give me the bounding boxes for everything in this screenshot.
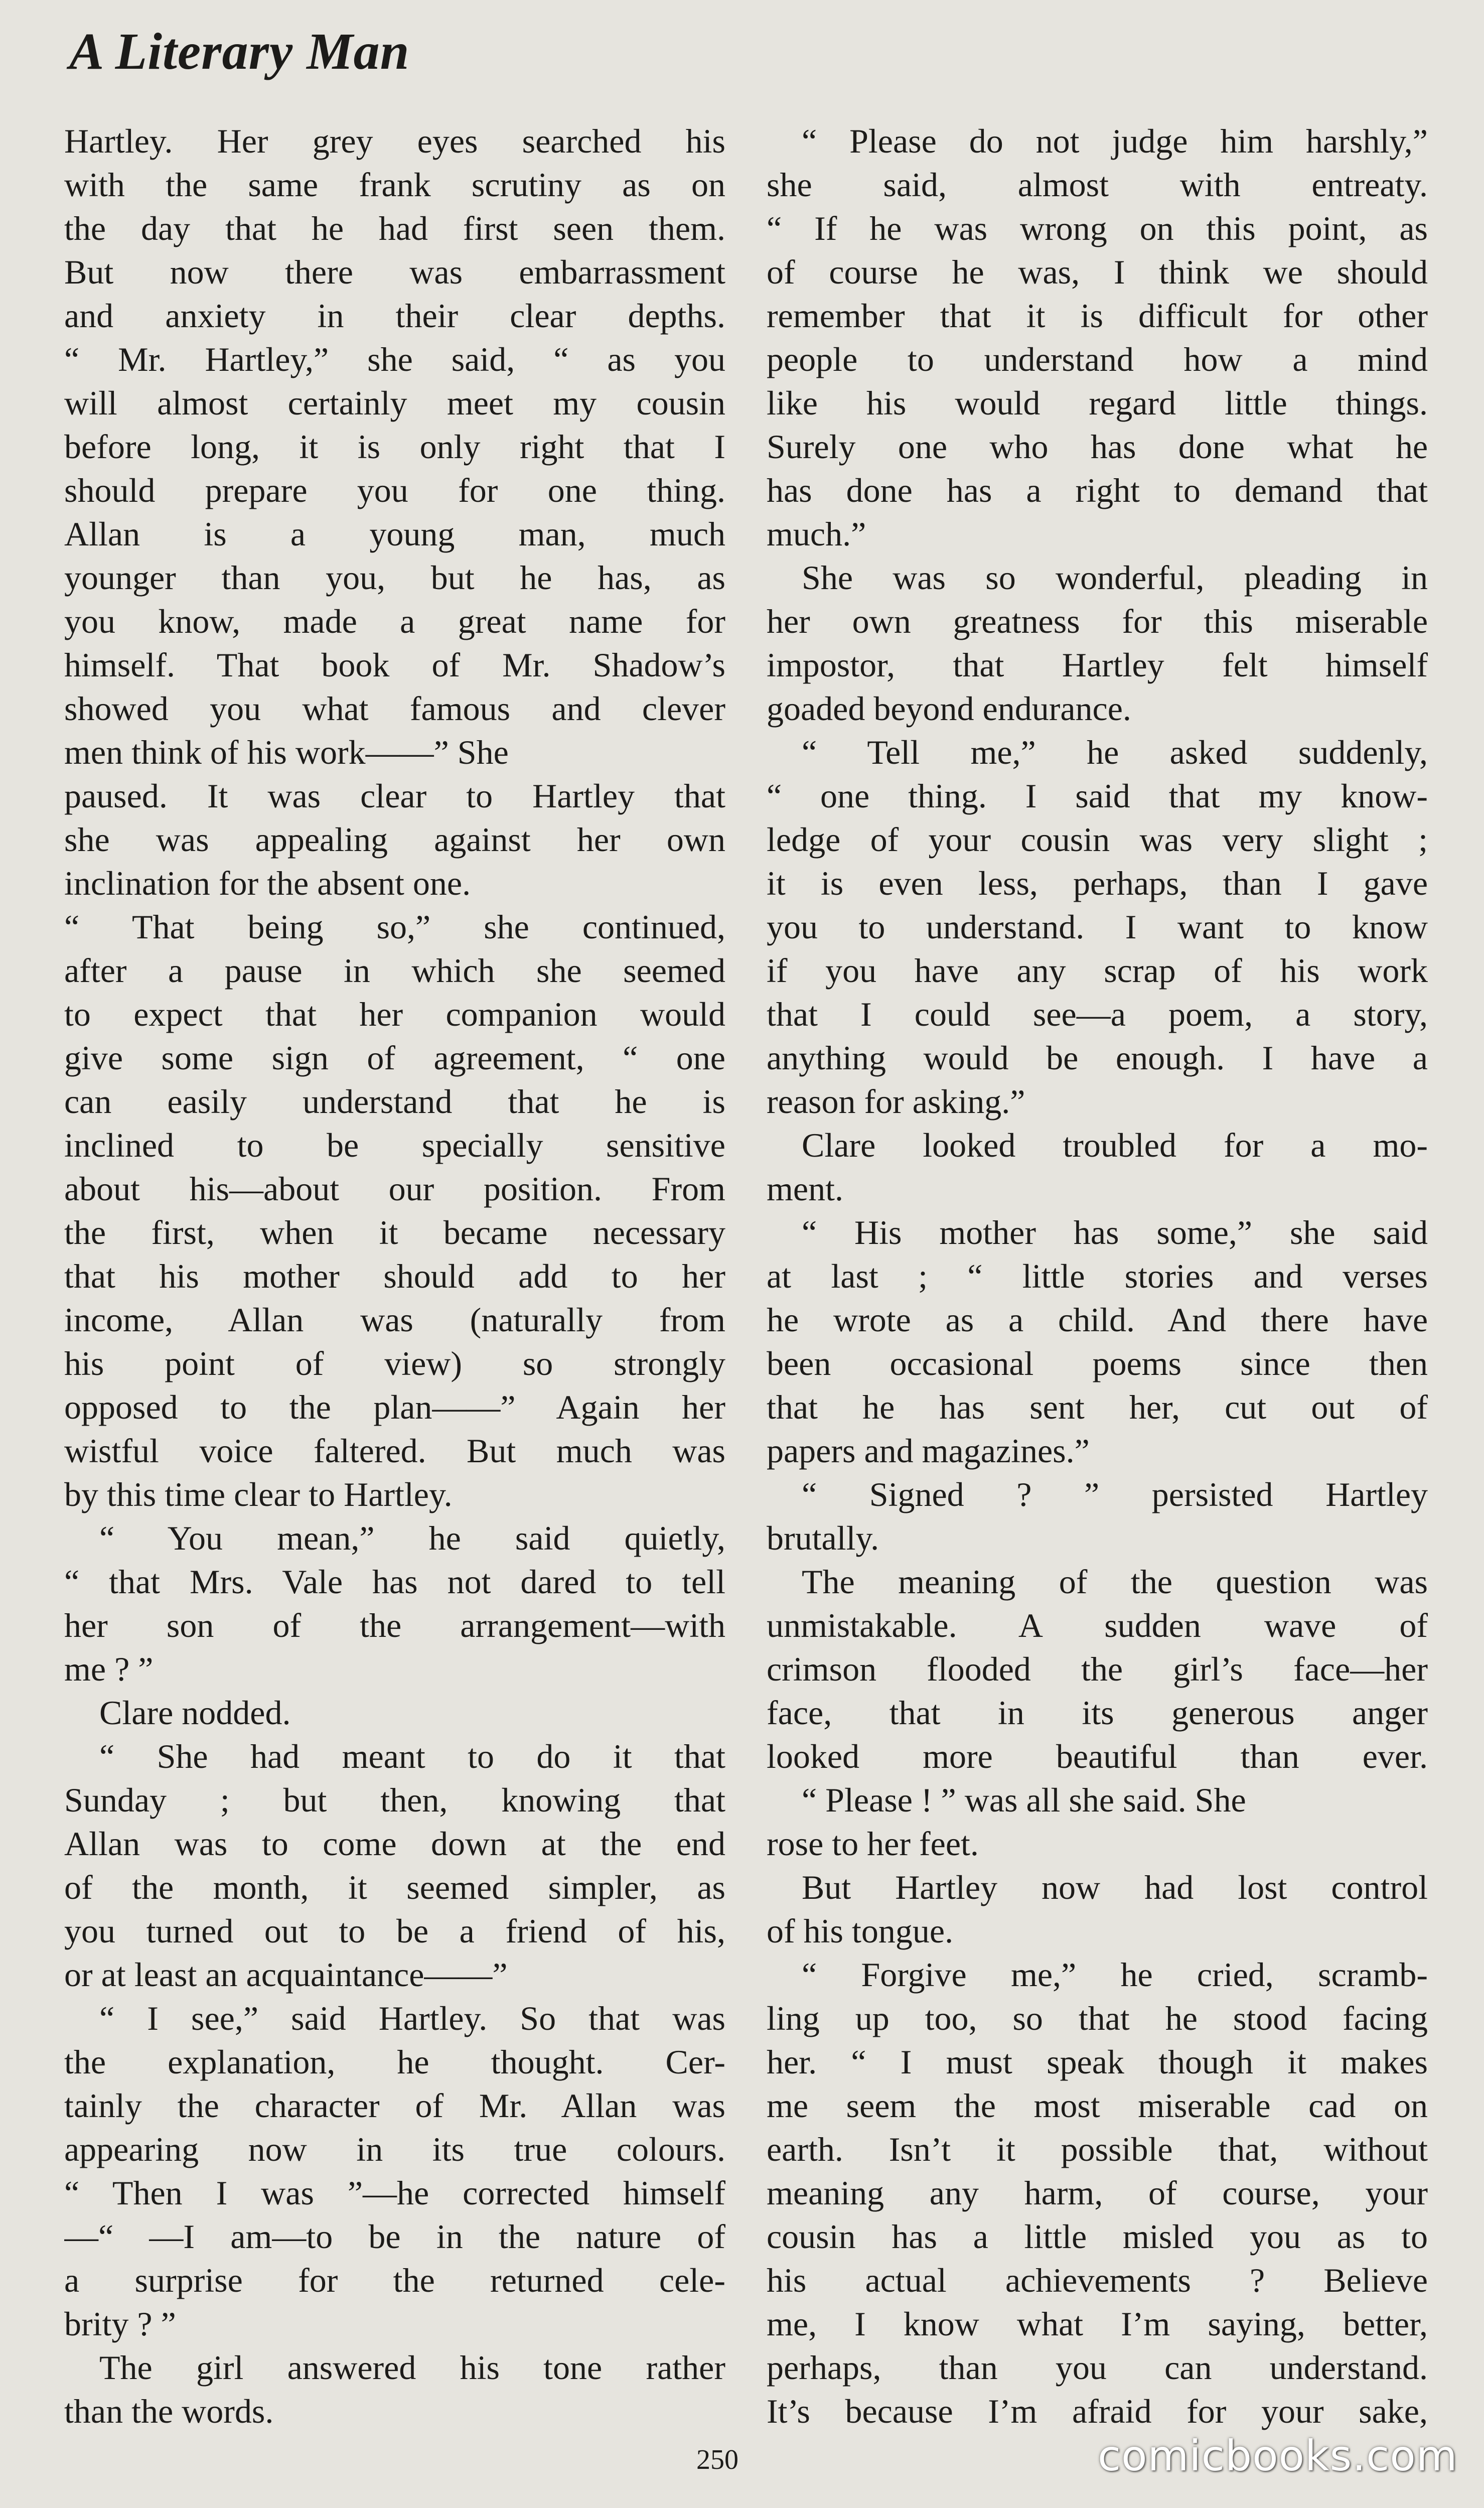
text-line: looked more beautiful than ever.	[767, 1737, 1428, 1775]
text-line: he wrote as a child. And there have	[767, 1301, 1428, 1339]
text-line: But Hartley now had lost control	[802, 1868, 1428, 1906]
text-line: that I could see—a poem, a story,	[767, 995, 1428, 1033]
text-line: The meaning of the question was	[802, 1563, 1428, 1601]
text-line: has done has a right to demand that	[767, 471, 1428, 509]
text-line: if you have any scrap of his work	[767, 951, 1428, 990]
text-line: She was so wonderful, pleading in	[802, 559, 1428, 597]
text-line: will almost certainly meet my cousin	[64, 384, 725, 422]
text-line: “ Please ! ” was all she said. She	[802, 1781, 1246, 1819]
text-line: brutally.	[767, 1519, 879, 1557]
text-line: at last ; “ little stories and verses	[767, 1257, 1428, 1295]
text-line: a surprise for the returned cele-	[64, 2261, 725, 2299]
text-line: goaded beyond endurance.	[767, 689, 1131, 728]
text-line: his point of view) so strongly	[64, 1344, 725, 1382]
text-line: the day that he had first seen them.	[64, 209, 725, 247]
text-line: with the same frank scrutiny as on	[64, 166, 725, 204]
text-line: inclination for the absent one.	[64, 864, 471, 902]
text-line: “ That being so,” she continued,	[64, 908, 725, 946]
text-line: Clare looked troubled for a mo-	[802, 1126, 1428, 1164]
text-line: men think of his work——” She	[64, 733, 509, 771]
text-line: Clare nodded.	[99, 1694, 291, 1732]
text-line: about his—about our position. From	[64, 1170, 725, 1208]
text-line: give some sign of agreement, “ one	[64, 1039, 725, 1077]
text-line: Sunday ; but then, knowing that	[64, 1781, 725, 1819]
text-line: ling up too, so that he stood facing	[767, 1999, 1428, 2037]
text-line: “ that Mrs. Vale has not dared to tell	[64, 1563, 725, 1601]
text-line: Hartley. Her grey eyes searched his	[64, 122, 725, 160]
text-line: can easily understand that he is	[64, 1082, 725, 1121]
text-line: his actual achievements ? Believe	[767, 2261, 1428, 2299]
text-line: by this time clear to Hartley.	[64, 1475, 453, 1513]
text-line: she said, almost with entreaty.	[767, 166, 1428, 204]
text-line: “ Please do not judge him harshly,”	[802, 122, 1428, 160]
text-line: younger than you, but he has, as	[64, 559, 725, 597]
text-line: ment.	[767, 1170, 843, 1208]
text-line: me seem the most miserable cad on	[767, 2086, 1428, 2125]
text-line: or at least an acquaintance——”	[64, 1956, 508, 1994]
watermark: comicbooks.com	[1098, 2431, 1458, 2480]
text-line: you to understand. I want to know	[767, 908, 1428, 946]
text-line: himself. That book of Mr. Shadow’s	[64, 646, 725, 684]
right-column	[767, 119, 1428, 2433]
text-line: ledge of your cousin was very slight ;	[767, 820, 1428, 859]
text-line: should prepare you for one thing.	[64, 471, 725, 509]
text-line: remember that it is difficult for other	[767, 297, 1428, 335]
text-line: been occasional poems since then	[767, 1344, 1428, 1382]
text-line: “ Mr. Hartley,” she said, “ as you	[64, 340, 725, 378]
text-line: after a pause in which she seemed	[64, 951, 725, 990]
text-line: income, Allan was (naturally from	[64, 1301, 725, 1339]
text-line: the first, when it became necessary	[64, 1213, 725, 1251]
text-line: unmistakable. A sudden wave of	[767, 1606, 1428, 1644]
text-line: that he has sent her, cut out of	[767, 1388, 1428, 1426]
text-line: “ You mean,” he said quietly,	[99, 1519, 725, 1557]
text-line: meaning any harm, of course, your	[767, 2174, 1428, 2212]
text-line: “ I see,” said Hartley. So that was	[99, 1999, 725, 2037]
text-line: “ Then I was ”—he corrected himself	[64, 2174, 725, 2212]
text-line: cousin has a little misled you as to	[767, 2217, 1428, 2256]
text-line: opposed to the plan——” Again her	[64, 1388, 725, 1426]
text-line: of his tongue.	[767, 1912, 954, 1950]
text-line: “ If he was wrong on this point, as	[767, 209, 1428, 247]
text-line: —“ —I am—to be in the nature of	[64, 2217, 725, 2256]
text-line: her own greatness for this miserable	[767, 602, 1428, 640]
text-line: perhaps, than you can understand.	[767, 2348, 1428, 2387]
text-line: her. “ I must speak though it makes	[767, 2043, 1428, 2081]
text-line: that his mother should add to her	[64, 1257, 725, 1295]
page-title: A Literary Man	[69, 23, 410, 80]
text-line: Allan was to come down at the end	[64, 1825, 725, 1863]
text-line: much.”	[767, 515, 866, 553]
text-line: inclined to be specially sensitive	[64, 1126, 725, 1164]
text-line: papers and magazines.”	[767, 1432, 1090, 1470]
text-line: wistful voice faltered. But much was	[64, 1432, 725, 1470]
text-line: before long, it is only right that I	[64, 428, 725, 466]
text-line: It’s because I’m afraid for your sake,	[767, 2392, 1428, 2430]
text-line: “ She had meant to do it that	[99, 1737, 725, 1775]
text-line: Surely one who has done what he	[767, 428, 1428, 466]
text-line: like his would regard little things.	[767, 384, 1428, 422]
text-line: me, I know what I’m saying, better,	[767, 2305, 1428, 2343]
text-line: showed you what famous and clever	[64, 689, 725, 728]
text-line: of course he was, I think we should	[767, 253, 1428, 291]
text-line: brity ? ”	[64, 2305, 176, 2343]
page-number: 250	[696, 2444, 738, 2475]
text-line: “ one thing. I said that my know-	[767, 777, 1428, 815]
text-line: me ? ”	[64, 1650, 154, 1688]
text-line: appearing now in its true colours.	[64, 2130, 725, 2168]
text-line: tainly the character of Mr. Allan was	[64, 2086, 725, 2125]
text-line: “ Forgive me,” he cried, scramb-	[802, 1956, 1428, 1994]
text-line: “ Tell me,” he asked suddenly,	[802, 733, 1428, 771]
text-line: rose to her feet.	[767, 1825, 979, 1863]
text-line: earth. Isn’t it possible that, without	[767, 2130, 1428, 2168]
text-line: “ Signed ? ” persisted Hartley	[802, 1475, 1428, 1513]
text-line: of the month, it seemed simpler, as	[64, 1868, 725, 1906]
text-line: Allan is a young man, much	[64, 515, 725, 553]
text-line: to expect that her companion would	[64, 995, 725, 1033]
text-line: you turned out to be a friend of his,	[64, 1912, 725, 1950]
text-line: impostor, that Hartley felt himself	[767, 646, 1428, 684]
text-line: anything would be enough. I have a	[767, 1039, 1428, 1077]
text-line: the explanation, he thought. Cer-	[64, 2043, 725, 2081]
text-line: paused. It was clear to Hartley that	[64, 777, 725, 815]
text-line: The girl answered his tone rather	[99, 2348, 725, 2387]
text-line: and anxiety in their clear depths.	[64, 297, 725, 335]
text-line: her son of the arrangement—with	[64, 1606, 725, 1644]
text-line: “ His mother has some,” she said	[802, 1213, 1428, 1251]
text-line: she was appealing against her own	[64, 820, 725, 859]
text-line: it is even less, perhaps, than I gave	[767, 864, 1428, 902]
text-line: face, that in its generous anger	[767, 1694, 1428, 1732]
text-line: But now there was embarrassment	[64, 253, 725, 291]
text-line: reason for asking.”	[767, 1082, 1025, 1121]
text-line: you know, made a great name for	[64, 602, 725, 640]
left-column	[64, 119, 725, 2433]
text-line: people to understand how a mind	[767, 340, 1428, 378]
text-line: than the words.	[64, 2392, 274, 2430]
text-line: crimson flooded the girl’s face—her	[767, 1650, 1428, 1688]
